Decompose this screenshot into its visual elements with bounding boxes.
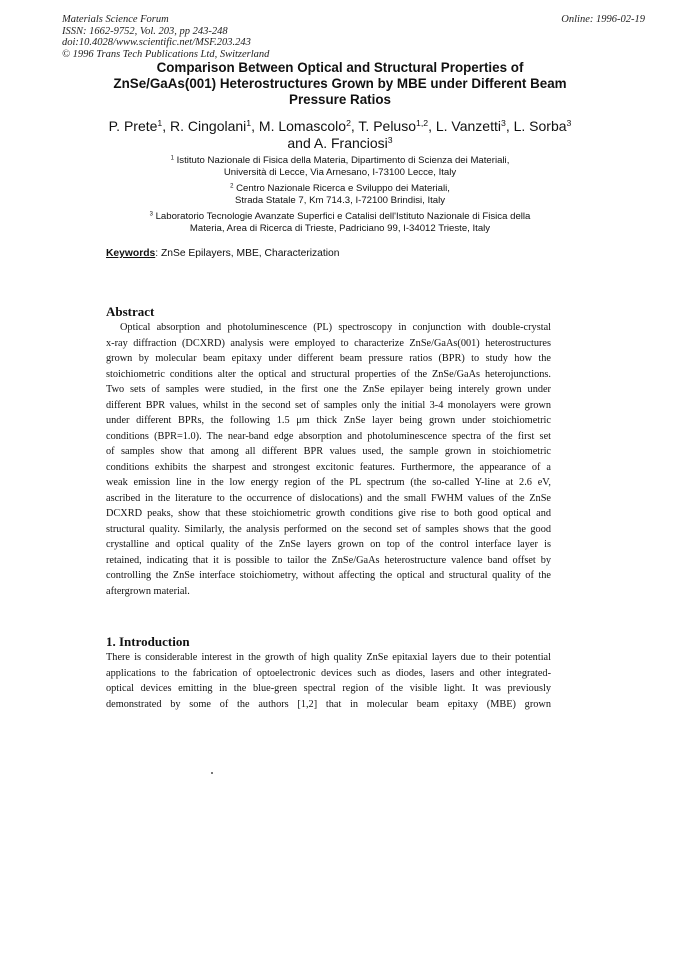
affiliation-3 [80, 211, 600, 236]
author-affiliation-mark: 3 [566, 118, 572, 129]
abstract-line: different BPR values, whilst in the second set of samples only the initial 3-4 monolayers were grown [106, 399, 551, 411]
abstract-line: Optical absorption and photoluminescence (PL) spectroscopy in conjunction with double-crystal [120, 322, 551, 333]
title-line: Pressure Ratios [289, 92, 391, 107]
author-affiliation-mark: 3 [387, 135, 393, 146]
abstract-line: of samples show that among all different BPR values used, the sample grown in stoichiometric [106, 446, 551, 457]
abstract-line: conditions (BPR=1.0). The near-band edge absorption and photoluminescence spectra of the first set [106, 430, 551, 442]
introduction-heading: 1. Introduction [106, 634, 190, 649]
author-list [70, 118, 610, 152]
journal-issn: ISSN: 1662-9752, Vol. 203, pp 243-248 [62, 25, 228, 37]
author-affiliation-mark: 1 [157, 118, 163, 129]
affiliation-line: Strada Statale 7, Km 714.3, I-72100 Brindisi, Italy [234, 195, 446, 207]
abstract-heading: Abstract [106, 304, 155, 319]
abstract-line: crystalline and optical quality of the ZnSe layers grown on top of the control interface layer is [106, 539, 551, 550]
author-conjunction: and [287, 135, 314, 151]
author-separator: , [505, 118, 514, 134]
author-separator: , [162, 118, 171, 134]
abstract-line: conditions exhibits the sharpest and strongest excitonic features. Furthermore, the appearance of a [106, 461, 551, 473]
author-affiliation-mark: 1,2 [416, 118, 429, 129]
affiliation-text: Istituto Nazionale di Fisica della Materia, Dipartimento di Scienza dei Materiali, [176, 155, 510, 166]
author-separator: , [428, 118, 436, 134]
title-line: ZnSe/GaAs(001) Heterostructures Grown by MBE under Different Beam [113, 76, 567, 91]
abstract-line: under different BPRs, the following 1.5 μm thick ZnSe layer being grown under stoichiometric [106, 415, 551, 426]
abstract-line: structural quality. Similarly, the analysis performed on the second set of samples shows that the good [106, 523, 551, 535]
author-line [70, 118, 610, 135]
abstract-body [106, 320, 551, 599]
author-affiliation-mark: 2 [346, 118, 351, 129]
online-date: Online: 1996-02-19 [561, 14, 645, 25]
affiliation-text: Centro Nazionale Ricerca e Sviluppo dei Materiali, [236, 183, 450, 194]
introduction-line: There is considerable interest in the growth of high quality ZnSe epitaxial layers due to their potential [106, 652, 551, 663]
journal-copyright: © 1996 Trans Tech Publications Ltd, Switzerland [62, 48, 270, 60]
keywords: Keywords: ZnSe Epilayers, MBE, Characterization [106, 248, 340, 259]
abstract-line: stoichiometric conditions alter the optical and structural properties of the ZnSe/GaAs heterojunctions. [106, 368, 551, 380]
introduction-line: applications to the fabrication of optoelectronic devices such as diodes, lasers and other integrated- [106, 667, 551, 679]
affiliation-line: Università di Lecce, Via Arnesano, I-73100 Lecce, Italy [223, 167, 457, 179]
affiliation-text: Laboratorio Tecnologie Avanzate Superfici e Catalisi dell'Istituto Nazionale di Fisica della [155, 211, 531, 222]
abstract-line: DCXRD peaks, show that these stoichiometric growth conditions give rise to both good optical and [106, 508, 551, 519]
introduction-line: optical devices emitting in the blue-green spectral region of the visible light. It was previously [106, 683, 551, 694]
scan-speck [211, 772, 213, 774]
abstract-line: aftergrown material. [106, 585, 190, 597]
abstract-line: Two sets of samples were studied, in the first one the ZnSe epilayer being interely grown under [106, 384, 551, 395]
journal-name: Materials Science Forum [62, 14, 169, 25]
author-separator: , [251, 118, 259, 134]
author-name: L. Vanzetti [435, 118, 501, 134]
author-affiliation-mark: 3 [500, 118, 506, 129]
author-separator: , [350, 118, 359, 134]
author-name: M. Lomascolo [258, 118, 347, 134]
affiliation-line [80, 183, 600, 195]
affiliation-line: Materia, Area di Ricerca di Trieste, Padriciano 99, I-34012 Trieste, Italy [189, 223, 491, 235]
paper-title [95, 60, 585, 108]
introduction-body [106, 650, 551, 712]
keywords-text: ZnSe Epilayers, MBE, Characterization [158, 248, 340, 259]
author-name: P. Prete [108, 118, 158, 134]
journal-header [62, 14, 269, 60]
author-name: R. Cingolani [170, 118, 247, 134]
affiliation-number: 1 [170, 155, 174, 162]
journal-doi: doi:10.4028/www.scientific.net/MSF.203.243 [62, 37, 251, 48]
title-line: Comparison Between Optical and Structural Properties of [156, 60, 524, 75]
author-name: L. Sorba [513, 118, 567, 134]
author-affiliation-mark: 1 [246, 118, 252, 129]
abstract-line: x-ray diffraction (DCXRD) analysis were employed to characterize ZnSe/GaAs(001) heterostructures [106, 337, 551, 349]
affiliation-number: 3 [149, 211, 153, 218]
author-name: A. Franciosi [313, 135, 388, 151]
abstract-line: ascribed in the literature to the occurrence of dislocations) and the small FWHM values of the ZnSe [106, 492, 551, 504]
keywords-label: Keywords [106, 248, 156, 259]
affiliation-line [80, 155, 600, 167]
abstract-line: retained, indicating that it is possible to tailor the ZnSe/GaAs heterostructure valence band offset by [106, 554, 551, 566]
affiliation-1 [80, 155, 600, 180]
abstract-line: controlling the ZnSe interface stoichiometry, without affecting the optical and structural quality of the [106, 570, 551, 581]
introduction-line: demonstrated by some of the authors [1,2] that in molecular beam epitaxy (MBE) grown [106, 698, 551, 710]
author-line [70, 135, 610, 152]
abstract-line: grown by molecular beam epitaxy under different beam pressure ratios (BPR) to study how the [106, 353, 551, 364]
abstract-line: weak emission line in the low energy region of the PL spectrum (the so-called Y-line at 2.6 eV, [106, 477, 551, 488]
affiliation-number: 2 [230, 183, 234, 190]
affiliation-line [80, 211, 600, 223]
affiliation-2 [80, 183, 600, 208]
author-name: T. Peluso [358, 118, 417, 134]
